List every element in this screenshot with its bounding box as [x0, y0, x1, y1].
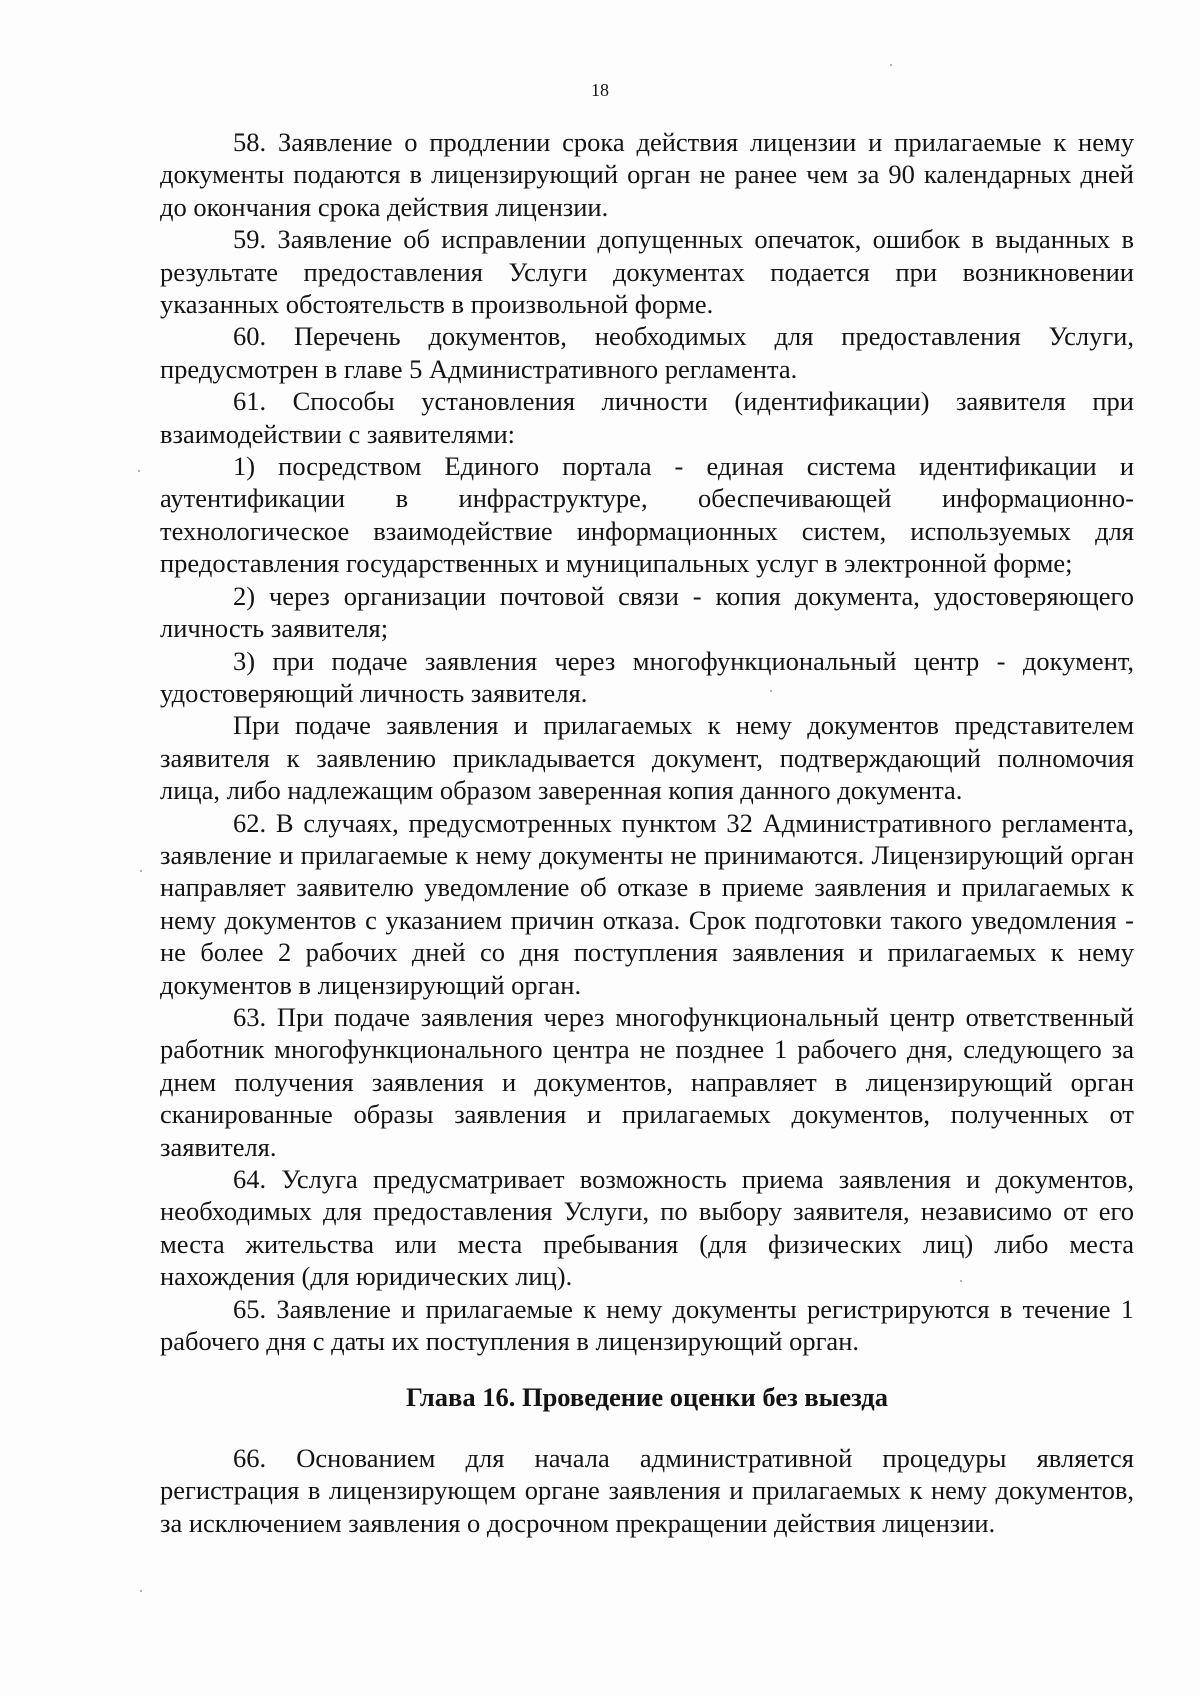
scan-speck	[140, 870, 142, 872]
scan-speck	[960, 1280, 962, 1282]
list-item-61-2: 2) через организации почтовой связи - копия документа, удостоверяющего личность заявителя;	[160, 580, 1134, 644]
scan-speck	[770, 690, 772, 692]
list-item-61-3: 3) при подаче заявления через многофункциональный центр - документ, удостоверяющий личность заявителя.	[160, 645, 1134, 708]
paragraph-62: 62. В случаях, предусмотренных пунктом 32 Административного регламента, заявление и прилагаемые к нему документы не принимаются. Лицензирующий орган направляет заявителю уведомление об отказе в приеме заявления и прилагаемых к нему документов с указанием причин отказа. Срок подготовки такого уведомления - не более 2 рабочих дней со дня поступления заявления и прилагаемых к нему документов в лицензирующий орган.	[160, 807, 1134, 1000]
paragraph-representative: При подаче заявления и прилагаемых к нему документов представителем заявителя к заявлению прикладывается документ, подтверждающий полномочия лица, либо надлежащим образом заверенная копия данного документа.	[160, 710, 1134, 806]
scan-speck	[140, 1590, 142, 1592]
paragraph-58: 58. Заявление о продлении срока действия лицензии и прилагаемые к нему документы подаются в лицензирующий орган не ранее чем за 90 календарных дней до окончания срока действия лицензии.	[160, 127, 1134, 222]
chapter-heading: Глава 16. Проведение оценки без выезда	[406, 1382, 888, 1413]
paragraph-63: 63. При подаче заявления через многофункциональный центр ответственный работник многофункционального центра не позднее 1 рабочего дня, следующего за днем получения заявления и документов, направляет в лицензирующий орган сканированные образы заявления и прилагаемых документов, полученных от заявителя.	[160, 1001, 1134, 1162]
paragraph-64: 64. Услуга предусматривает возможность приема заявления и документов, необходимых для предоставления Услуги, по выбору заявителя, независимо от его места жительства или места пребывания (для физических лиц) либо места нахождения (для юридических лиц).	[160, 1164, 1134, 1292]
paragraph-60: 60. Перечень документов, необходимых для предоставления Услуги, предусмотрен в главе 5 Административного регламента.	[160, 321, 1134, 384]
document-body	[160, 126, 1134, 1539]
paragraph-66: 66. Основанием для начала административной процедуры является регистрация в лицензирующем органе заявления и прилагаемых к нему документов, за исключением заявления о досрочном прекращении действия лицензии.	[160, 1442, 1134, 1538]
scan-speck	[138, 470, 140, 472]
paragraph-65: 65. Заявление и прилагаемые к нему документы регистрируются в течение 1 рабочего дня с даты их поступления в лицензирующий орган.	[160, 1293, 1134, 1357]
paragraph-61: 61. Способы установления личности (идентификации) заявителя при взаимодействии с заявителями:	[160, 386, 1134, 449]
page-number: 18	[591, 80, 609, 100]
scan-speck	[890, 64, 892, 66]
paragraph-59: 59. Заявление об исправлении допущенных опечаток, ошибок в выданных в результате предоставления Услуги документах подается при возникновении указанных обстоятельств в произвольной форме.	[160, 224, 1134, 320]
list-item-61-1: 1) посредством Единого портала - единая система идентификации и аутентификации в инфраструктуре, обеспечивающей информационно-технологическое взаимодействие информационных систем, используемых для предоставления государственных и муниципальных услуг в электронной форме;	[160, 451, 1134, 579]
